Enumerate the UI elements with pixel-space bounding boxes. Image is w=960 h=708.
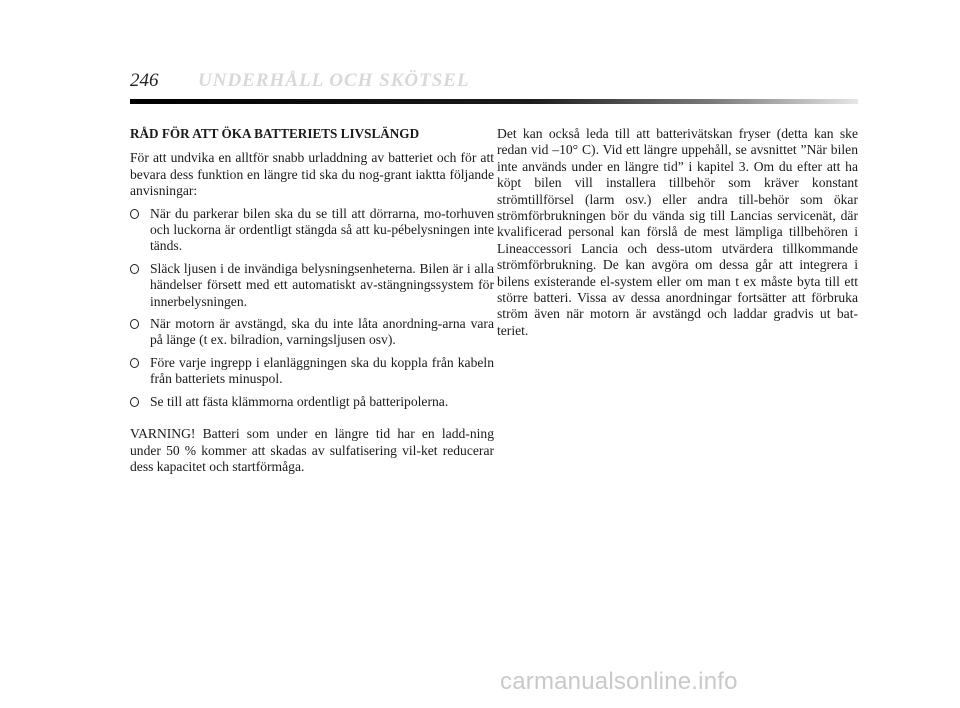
list-item [130,355,494,388]
intro-paragraph: För att undvika en alltför snabb urladdning av batteriet och för att bevara dess funktion en längre tid ska du nog-grant iaktta följande anvisningar: [130,150,494,199]
body-paragraph: Det kan också leda till att batterivätskan fryser (detta kan ske redan vid –10° C). Vid ett längre uppehåll, se avsnittet ”När bilen inte används under en längre tid” i kapitel 3. Om du efter att ha köpt bilen vill installera tillbehör som kräver konstant strömtillförsel (larm osv.) eller andra till-behör som ökar strömförbrukningen bör du vända sig till Lancias servicenät, där kvalificerad personal kan förslå de mest lämpliga tillbehören i Lineaccessori Lancia och dess-utom utvärdera tillkommande strömförbrukning. De kan avgöra om dessa går att integrera i bilens existerande el-system eller om man t ex måste byta till ett större batteri. Vissa av dessa anordningar fortsätter att förbruka ström även när motorn är avstängd och laddar gradvis ut bat-teriet. [497,126,858,338]
circle-bullet-icon [130,358,139,368]
list-item-text: När du parkerar bilen ska du se till att dörrarna, mo-torhuven och luckorna är ordentligt stängda så att ku-pébelysningen inte tänds. [150,205,494,254]
page-number: 246 [130,70,159,91]
header-rule [130,99,858,104]
list-item-text: Före varje ingrepp i elanläggningen ska du koppla från kabeln från batteriets minuspol. [150,354,494,387]
list-item-text: Se till att fästa klämmorna ordentligt på batteripolerna. [150,393,449,409]
list-item [130,206,494,255]
list-item [130,394,494,410]
list-item [130,261,494,310]
list-item-text: När motorn är avstängd, ska du inte låta anordning-arna vara på länge (t ex. bilradion, varningsljusen osv). [150,316,494,348]
circle-bullet-icon [130,319,139,329]
circle-bullet-icon [130,264,139,274]
heading: RÅD FÖR ATT ÖKA BATTERIETS LIVSLÄNGD [130,126,420,141]
bullet-list [130,206,494,410]
right-column [497,126,858,339]
section-title: UNDERHÅLL OCH SKÖTSEL [198,70,470,91]
list-item-text: Släck ljusen i de invändiga belysningsenheterna. Bilen är i alla händelser försett med ett automatiskt av-stängningssystem för innerbelysningen. [150,260,494,309]
list-item [130,316,494,349]
watermark: carmanualsonline.info [500,668,738,695]
circle-bullet-icon [130,397,139,407]
left-column [130,126,494,475]
circle-bullet-icon [130,209,139,219]
warning-paragraph: VARNING! Batteri som under en längre tid har en ladd-ning under 50 % kommer att skadas av sulfatisering vil-ket reducerar dess kapacitet och startförmåga. [130,426,494,474]
